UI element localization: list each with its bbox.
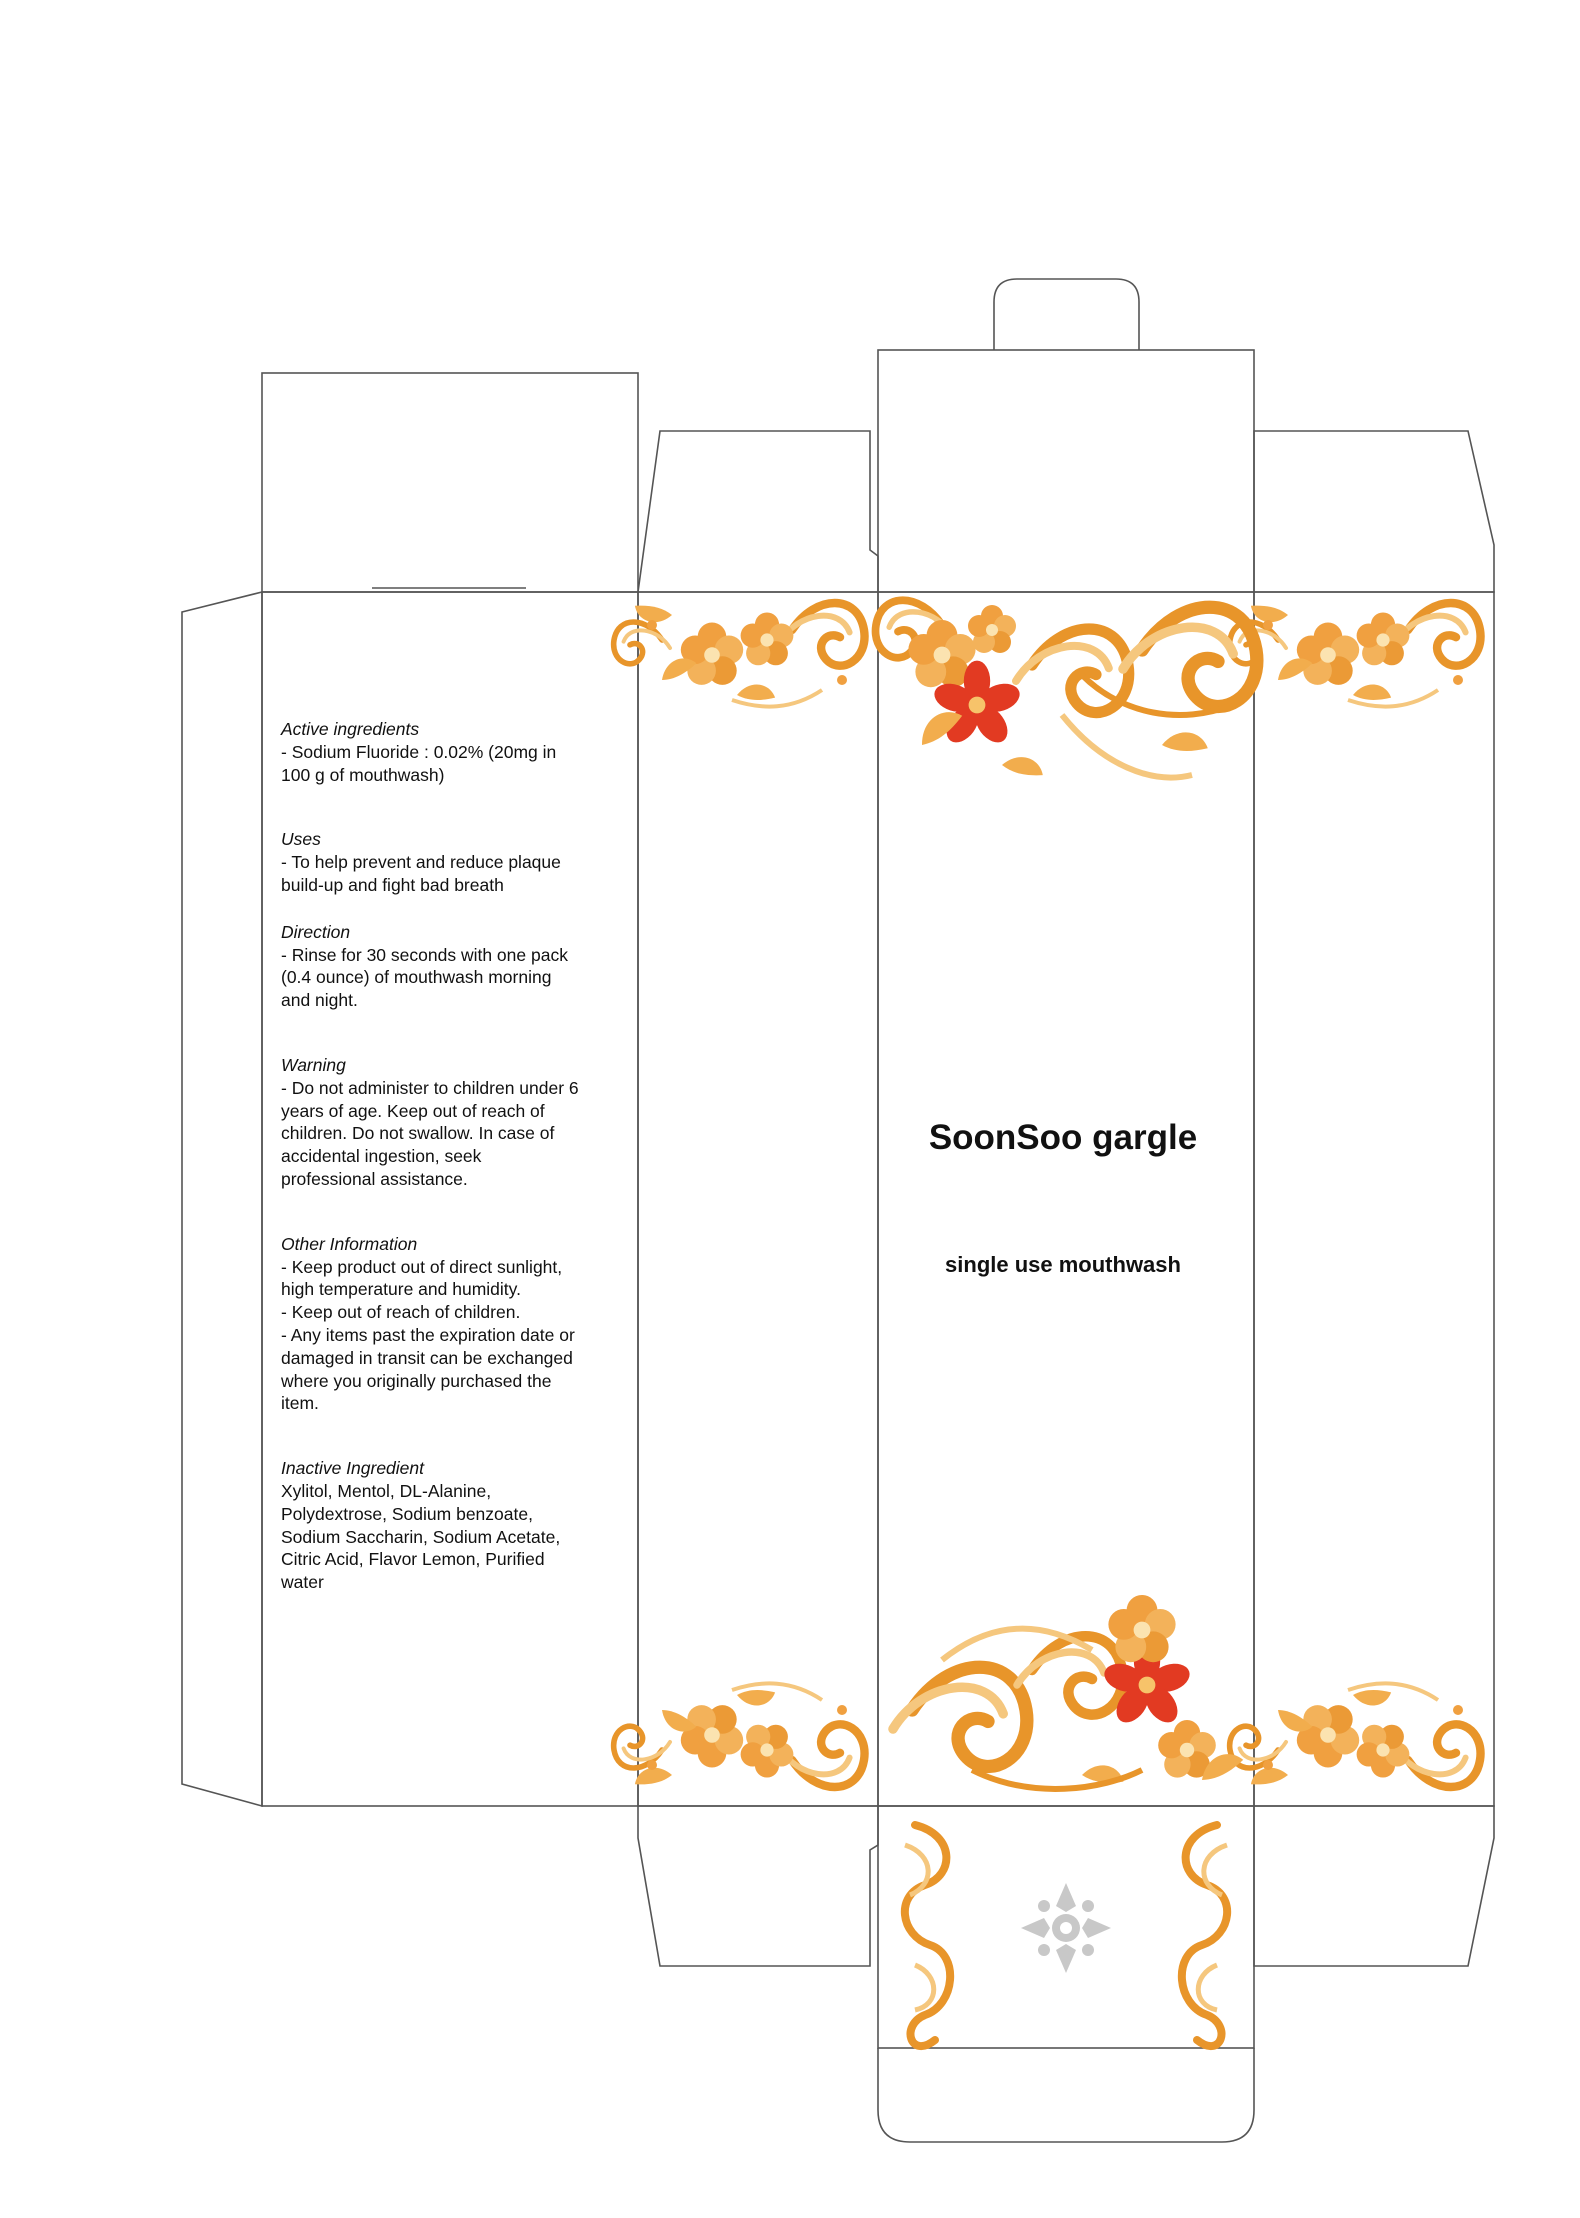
inactive-ingredient-line: Citric Acid, Flavor Lemon, Purified — [281, 1549, 545, 1570]
other-information-line: item. — [281, 1393, 319, 1414]
uses-line: - To help prevent and reduce plaque — [281, 852, 561, 873]
direction-line: (0.4 ounce) of mouthwash morning — [281, 967, 552, 988]
floral-ornament-bottom-right — [1230, 1683, 1481, 1790]
warning-line: years of age. Keep out of reach of — [281, 1100, 545, 1121]
direction-line: and night. — [281, 990, 358, 1011]
direction-section — [281, 921, 611, 1012]
other-information-heading: Other Information — [281, 1233, 418, 1254]
other-information-line: high temperature and humidity. — [281, 1279, 521, 1300]
inactive-ingredient-section — [281, 1457, 611, 1594]
other-information-line: - Any items past the expiration date or — [281, 1324, 575, 1345]
inactive-ingredient-line: Polydextrose, Sodium benzoate, — [281, 1503, 533, 1524]
direction-line: - Rinse for 30 seconds with one pack — [281, 944, 568, 965]
inactive-ingredient-line: Xylitol, Mentol, DL-Alanine, — [281, 1480, 492, 1501]
other-information-line: - Keep out of reach of children. — [281, 1302, 521, 1323]
active-ingredients-line: - Sodium Fluoride : 0.02% (20mg in — [281, 741, 557, 762]
active-ingredients-heading: Active ingredients — [281, 719, 420, 739]
floral-ornament-top-left — [614, 600, 865, 707]
warning-section — [281, 1054, 611, 1191]
warning-line: children. Do not swallow. In case of — [281, 1123, 555, 1144]
floral-ornament-front-bottom — [893, 1595, 1246, 1789]
warning-line: accidental ingestion, seek — [281, 1146, 482, 1167]
warning-line: - Do not administer to children under 6 — [281, 1077, 579, 1098]
uses-line: build-up and fight bad breath — [281, 874, 504, 895]
active-ingredients-line: 100 g of mouthwash) — [281, 764, 445, 785]
other-information-line: where you originally purchased the — [281, 1370, 552, 1391]
uses-heading: Uses — [281, 829, 321, 850]
gray-emblem — [1021, 1883, 1111, 1973]
floral-ornament-front-top — [876, 600, 1257, 781]
brand-name: SoonSoo gargle — [928, 1118, 1198, 1157]
other-information-line: damaged in transit can be exchanged — [281, 1347, 573, 1368]
direction-heading: Direction — [281, 921, 351, 942]
warning-line: professional assistance. — [281, 1168, 468, 1189]
other-information-line: - Keep product out of direct sunlight, — [281, 1256, 563, 1277]
product-subtitle: single use mouthwash — [945, 1252, 1181, 1277]
ingredients-panel — [281, 718, 611, 1594]
inactive-ingredient-heading: Inactive Ingredient — [281, 1458, 425, 1479]
other-information-section — [281, 1233, 611, 1415]
active-ingredients-section — [281, 718, 611, 786]
scroll-ornament-right — [1182, 1825, 1227, 2046]
floral-ornament-top-right — [1230, 600, 1481, 707]
inactive-ingredient-line: Sodium Saccharin, Sodium Acetate, — [281, 1526, 561, 1547]
scroll-ornament-left — [905, 1825, 950, 2046]
warning-heading: Warning — [281, 1054, 346, 1075]
inactive-ingredient-line: water — [281, 1572, 324, 1593]
floral-ornament-bottom-left — [614, 1683, 865, 1790]
uses-section — [281, 828, 611, 896]
